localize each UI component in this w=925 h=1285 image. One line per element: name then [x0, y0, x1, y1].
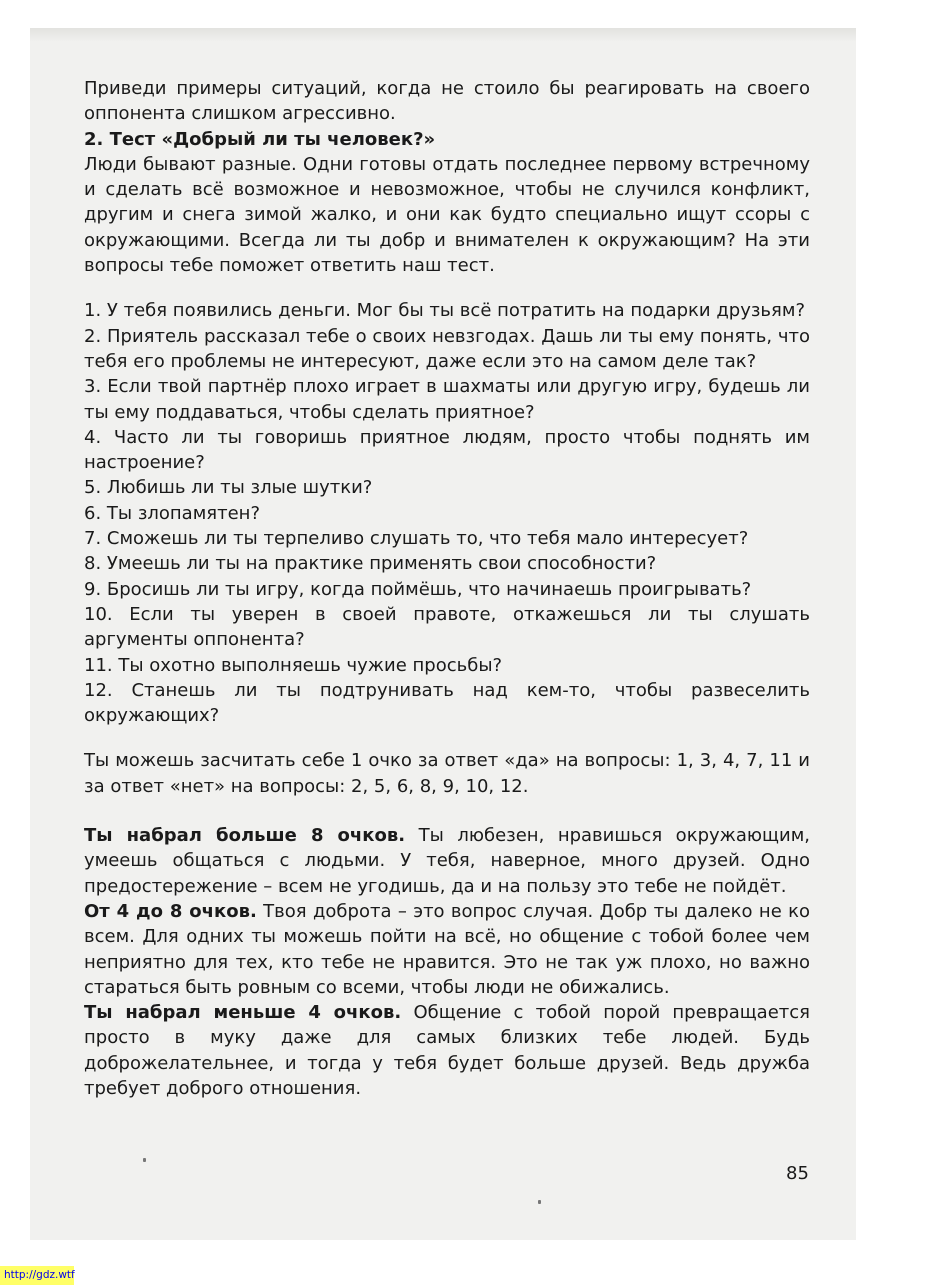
result-text: Общение с тобой порой превращается просто в муку даже для самых близких тебе людей. Будь доброжелательнее, и тогда у тебя будет больше друзей. Ведь дружба требует доброго отношения.	[84, 1002, 810, 1099]
question-list	[84, 298, 810, 728]
question-item: 4. Часто ли ты говоришь приятное людям, просто чтобы поднять им настроение?	[84, 426, 810, 474]
result-lead: Ты набрал меньше 4 очков.	[84, 1002, 402, 1024]
result-paragraph	[84, 1000, 810, 1101]
print-speck	[538, 1200, 541, 1204]
question-item: 12. Станешь ли ты подтрунивать над кем-то, чтобы развеселить окружающих?	[84, 679, 810, 727]
question-item: 6. Ты злопамятен?	[84, 502, 261, 524]
print-speck	[143, 1158, 146, 1162]
spacer	[84, 278, 810, 298]
result-lead: От 4 до 8 очков.	[84, 900, 257, 922]
page-edge-shadow	[30, 28, 856, 42]
watermark-link[interactable]: http://gdz.wtf	[0, 1266, 74, 1285]
result-text: Ты любезен, нравишься окружающим, умеешь общаться с людьми. У тебя, наверное, много друзей. Одно предостережение – всем не угодишь, да и на пользу это тебе не пойдёт.	[84, 825, 810, 897]
question-item: 10. Если ты уверен в своей правоте, откажешься ли ты слушать аргументы оппонента?	[84, 603, 810, 651]
intro-paragraph: Приведи примеры ситуаций, когда не стоило бы реагировать на своего оппонента слишком агрессивно.	[84, 78, 810, 125]
question-item: 5. Любишь ли ты злые шутки?	[84, 477, 373, 499]
result-paragraph	[84, 823, 810, 899]
result-text: Твоя доброта – это вопрос случая. Добр ты далеко не ко всем. Для одних ты можешь пойти на всё, но общение с тобой более чем неприятно для тех, кто тебе не нравится. Это не так уж плохо, но важно стараться быть ровным со всеми, чтобы люди не обижались.	[84, 900, 811, 998]
page-number: 85	[786, 1163, 809, 1184]
page-content	[84, 76, 810, 1101]
result-lead: Ты набрал больше 8 очков.	[84, 825, 406, 847]
test-intro-paragraph: Люди бывают разные. Одни готовы отдать последнее первому встречному и сделать всё возможное и невозможное, чтобы не случился конфликт, другим и снега зимой жалко, и они как будто специально ищут ссоры с окружающими. Всегда ли ты добр и внимателен к окружающим? На эти вопросы тебе поможет ответить наш тест.	[84, 153, 810, 277]
question-item: 8. Умеешь ли ты на практике применять свои способности?	[84, 553, 657, 575]
result-paragraph	[84, 899, 810, 1000]
results-section	[84, 823, 810, 1101]
question-item: 9. Бросишь ли ты игру, когда поймёшь, что начинаешь проигрывать?	[84, 578, 752, 600]
question-item: 7. Сможешь ли ты терпеливо слушать то, что тебя мало интересует?	[84, 528, 749, 550]
question-item: 11. Ты охотно выполняешь чужие просьбы?	[84, 654, 503, 676]
question-item: 1. У тебя появились деньги. Мог бы ты всё потратить на подарки друзьям?	[84, 300, 805, 322]
question-item: 3. Если твой партнёр плохо играет в шахматы или другую игру, будешь ли ты ему поддаваться, чтобы сделать приятное?	[84, 376, 810, 423]
question-item: 2. Приятель рассказал тебе о своих невзгодах. Дашь ли ты ему понять, что тебя его проблемы не интересуют, даже если это на самом деле так?	[84, 325, 810, 372]
test-title: 2. Тест «Добрый ли ты человек?»	[84, 128, 436, 150]
scoring-paragraph: Ты можешь засчитать себе 1 очко за ответ «да» на вопросы: 1, 3, 4, 7, 11 и за ответ «нет» на вопросы: 2, 5, 6, 8, 9, 10, 12.	[84, 750, 810, 797]
spacer	[84, 799, 810, 823]
spacer	[84, 728, 810, 748]
